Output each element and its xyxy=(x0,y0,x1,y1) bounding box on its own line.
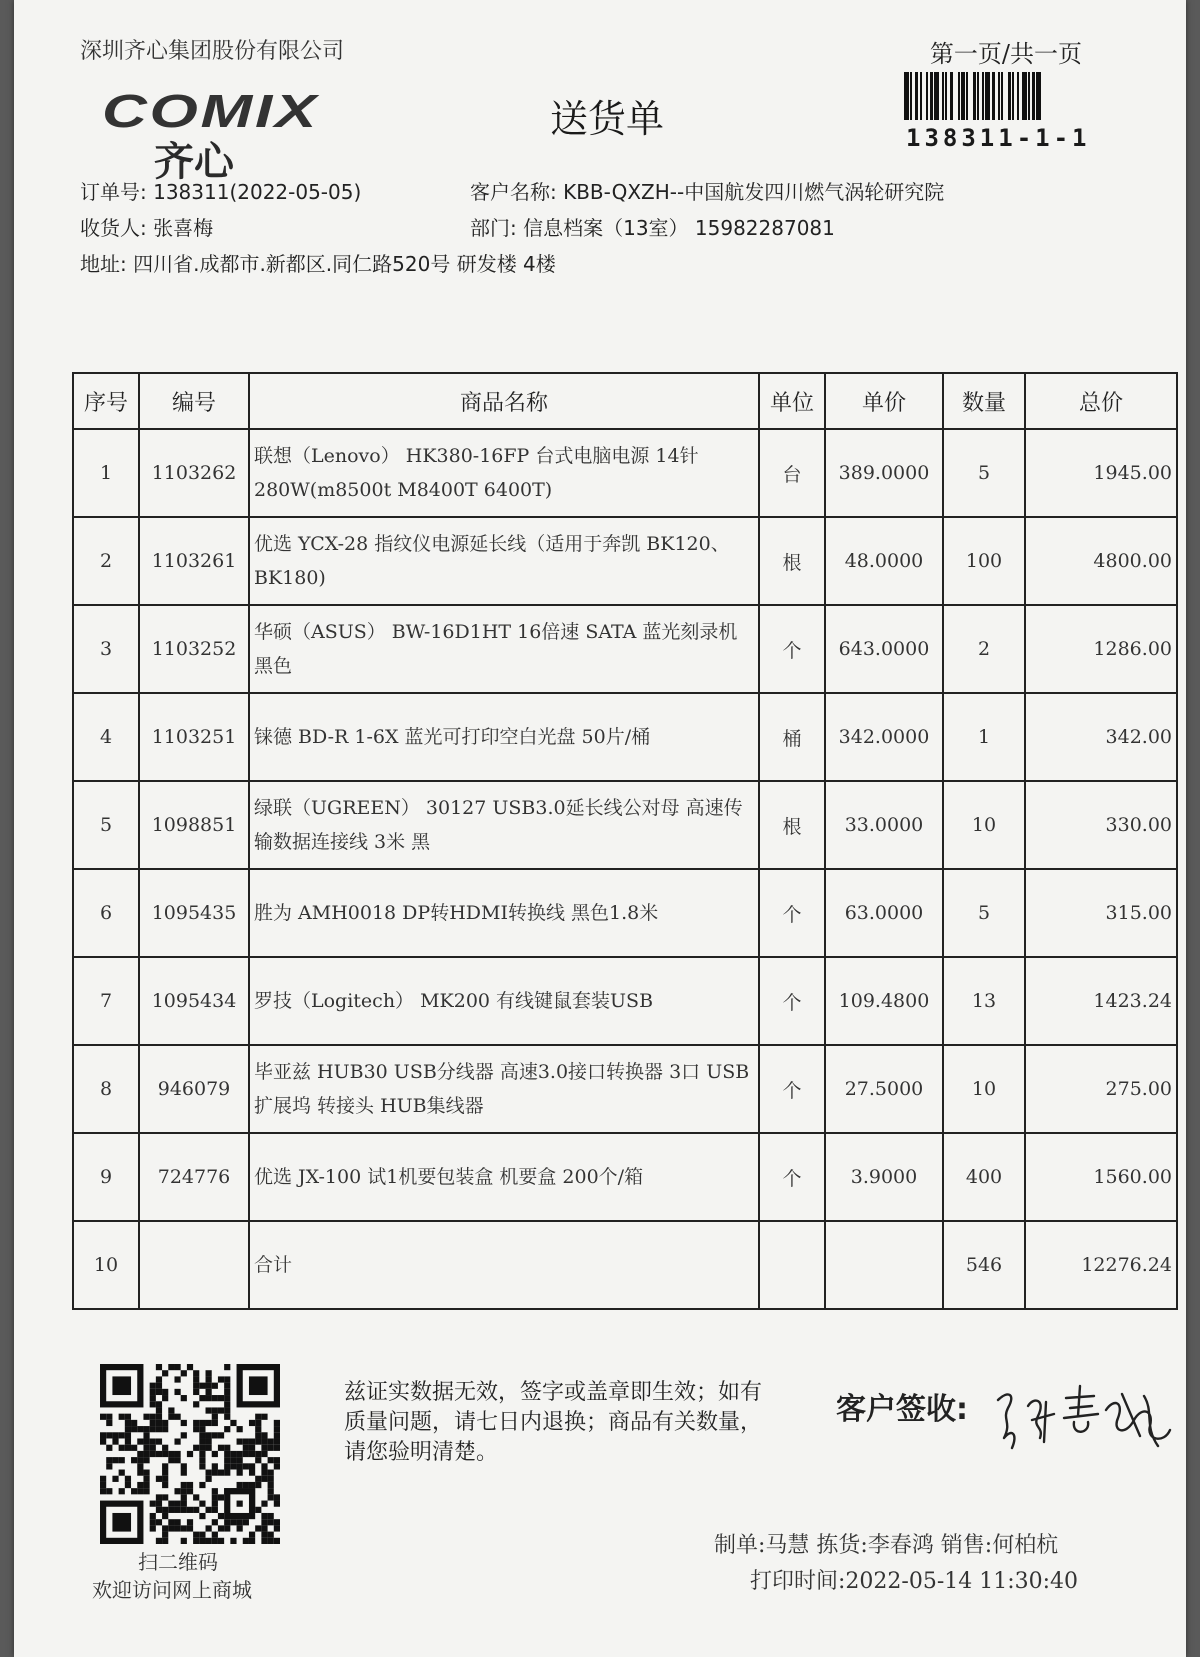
handwritten-signature xyxy=(994,1376,1174,1456)
row-no: 1 xyxy=(73,429,139,517)
qr-code[interactable] xyxy=(100,1364,280,1544)
department: 部门: 信息档案（13室） 15982287081 xyxy=(470,216,835,240)
row-total: 1945.00 xyxy=(1025,429,1177,517)
row-unit-price: 48.0000 xyxy=(825,517,943,605)
delivery-note xyxy=(14,0,1186,1657)
row-unit-price: 109.4800 xyxy=(825,957,943,1045)
column-header: 总价 xyxy=(1025,373,1177,429)
column-header: 单价 xyxy=(825,373,943,429)
print-time: 打印时间:2022-05-14 11:30:40 xyxy=(750,1569,1079,1594)
row-unit: 个 xyxy=(759,1045,825,1133)
address: 地址: 四川省.成都市.新都区.同仁路520号 研发楼 4楼 xyxy=(80,252,556,276)
customer-name: 客户名称: KBB-QXZH--中国航发四川燃气涡轮研究院 xyxy=(470,180,945,204)
row-total: 1423.24 xyxy=(1025,957,1177,1045)
row-unit-price: 3.9000 xyxy=(825,1133,943,1221)
table-row xyxy=(73,429,1177,517)
row-unit-price xyxy=(825,1221,943,1309)
row-unit: 根 xyxy=(759,781,825,869)
row-quantity: 10 xyxy=(943,781,1025,869)
row-unit-price: 63.0000 xyxy=(825,869,943,957)
recipient: 收货人: 张喜梅 xyxy=(80,216,214,240)
row-total: 330.00 xyxy=(1025,781,1177,869)
row-code: 1095434 xyxy=(139,957,249,1045)
row-code xyxy=(139,1221,249,1309)
qr-label: 扫二维码 xyxy=(138,1550,218,1574)
barcode xyxy=(904,72,1124,120)
row-code: 1103262 xyxy=(139,429,249,517)
row-no: 10 xyxy=(73,1221,139,1309)
row-unit: 个 xyxy=(759,605,825,693)
staff-info: 制单:马慧 拣货:李春鸿 销售:何柏杭 xyxy=(714,1533,1059,1558)
row-code: 1103251 xyxy=(139,693,249,781)
row-unit: 个 xyxy=(759,869,825,957)
row-product-name: 罗技（Logitech） MK200 有线键鼠套装USB xyxy=(249,957,759,1045)
row-total: 275.00 xyxy=(1025,1045,1177,1133)
table-row xyxy=(73,1133,1177,1221)
row-product-name: 联想（Lenovo） HK380-16FP 台式电脑电源 14针 280W(m8500t M8400T 6400T) xyxy=(249,429,759,517)
customer-signature-label: 客户签收: xyxy=(836,1392,968,1427)
total-label: 合计 xyxy=(249,1221,759,1309)
row-product-name: 优选 JX-100 试1机要包装盒 机要盒 200个/箱 xyxy=(249,1133,759,1221)
row-quantity: 1 xyxy=(943,693,1025,781)
column-header: 编号 xyxy=(139,373,249,429)
row-no: 8 xyxy=(73,1045,139,1133)
table-total-row xyxy=(73,1221,1177,1309)
table-row xyxy=(73,957,1177,1045)
row-unit-price: 389.0000 xyxy=(825,429,943,517)
table-row xyxy=(73,781,1177,869)
row-total: 342.00 xyxy=(1025,693,1177,781)
row-unit: 台 xyxy=(759,429,825,517)
row-total: 315.00 xyxy=(1025,869,1177,957)
row-code: 1103252 xyxy=(139,605,249,693)
row-code: 724776 xyxy=(139,1133,249,1221)
row-code: 1098851 xyxy=(139,781,249,869)
column-header: 数量 xyxy=(943,373,1025,429)
grand-total: 12276.24 xyxy=(1025,1221,1177,1309)
total-quantity: 546 xyxy=(943,1221,1025,1309)
table-row xyxy=(73,869,1177,957)
row-no: 5 xyxy=(73,781,139,869)
row-total: 1286.00 xyxy=(1025,605,1177,693)
row-quantity: 10 xyxy=(943,1045,1025,1133)
table-row xyxy=(73,605,1177,693)
row-quantity: 13 xyxy=(943,957,1025,1045)
row-product-name: 毕亚兹 HUB30 USB分线器 高速3.0接口转换器 3口 USB扩展坞 转接头 HUB集线器 xyxy=(249,1045,759,1133)
row-code: 946079 xyxy=(139,1045,249,1133)
row-quantity: 5 xyxy=(943,869,1025,957)
row-unit-price: 342.0000 xyxy=(825,693,943,781)
row-total: 1560.00 xyxy=(1025,1133,1177,1221)
column-header: 单位 xyxy=(759,373,825,429)
row-unit-price: 33.0000 xyxy=(825,781,943,869)
row-quantity: 5 xyxy=(943,429,1025,517)
table-header-row xyxy=(73,373,1177,429)
row-unit: 个 xyxy=(759,957,825,1045)
qr-welcome-label: 欢迎访问网上商城 xyxy=(92,1578,252,1602)
table-row xyxy=(73,693,1177,781)
row-product-name: 铼德 BD-R 1-6X 蓝光可打印空白光盘 50片/桶 xyxy=(249,693,759,781)
row-product-name: 绿联（UGREEN） 30127 USB3.0延长线公对母 高速传输数据连接线 3米 黑 xyxy=(249,781,759,869)
comix-logo: COMIX xyxy=(102,85,320,137)
table-row xyxy=(73,1045,1177,1133)
comix-logo-chinese: 齐心 xyxy=(154,139,234,185)
document-title: 送货单 xyxy=(550,97,665,141)
barcode-bar xyxy=(1036,72,1041,120)
row-unit-price: 27.5000 xyxy=(825,1045,943,1133)
row-no: 3 xyxy=(73,605,139,693)
barcode-number: 138311-1-1 xyxy=(906,124,1091,152)
row-unit: 根 xyxy=(759,517,825,605)
row-product-name: 华硕（ASUS） BW-16D1HT 16倍速 SATA 蓝光刻录机 黑色 xyxy=(249,605,759,693)
row-quantity: 400 xyxy=(943,1133,1025,1221)
row-no: 6 xyxy=(73,869,139,957)
company-name: 深圳齐心集团股份有限公司 xyxy=(80,39,345,64)
row-no: 9 xyxy=(73,1133,139,1221)
row-code: 1103261 xyxy=(139,517,249,605)
row-no: 2 xyxy=(73,517,139,605)
row-unit: 个 xyxy=(759,1133,825,1221)
order-number: 订单号: 138311(2022-05-05) xyxy=(80,180,362,204)
row-unit-price: 643.0000 xyxy=(825,605,943,693)
row-product-name: 优选 YCX-28 指纹仪电源延长线（适用于奔凯 BK120、BK180) xyxy=(249,517,759,605)
row-total: 4800.00 xyxy=(1025,517,1177,605)
row-quantity: 2 xyxy=(943,605,1025,693)
row-unit: 桶 xyxy=(759,693,825,781)
column-header: 序号 xyxy=(73,373,139,429)
row-unit xyxy=(759,1221,825,1309)
notice-text: 兹证实数据无效，签字或盖章即生效；如有质量问题，请七日内退换；商品有关数量，请您验明清楚。 xyxy=(344,1380,763,1465)
row-no: 4 xyxy=(73,693,139,781)
column-header: 商品名称 xyxy=(249,373,759,429)
items-table xyxy=(72,372,1178,1310)
row-product-name: 胜为 AMH0018 DP转HDMI转换线 黑色1.8米 xyxy=(249,869,759,957)
row-code: 1095435 xyxy=(139,869,249,957)
page-info: 第一页/共一页 xyxy=(929,40,1082,68)
row-quantity: 100 xyxy=(943,517,1025,605)
table-row xyxy=(73,517,1177,605)
row-no: 7 xyxy=(73,957,139,1045)
